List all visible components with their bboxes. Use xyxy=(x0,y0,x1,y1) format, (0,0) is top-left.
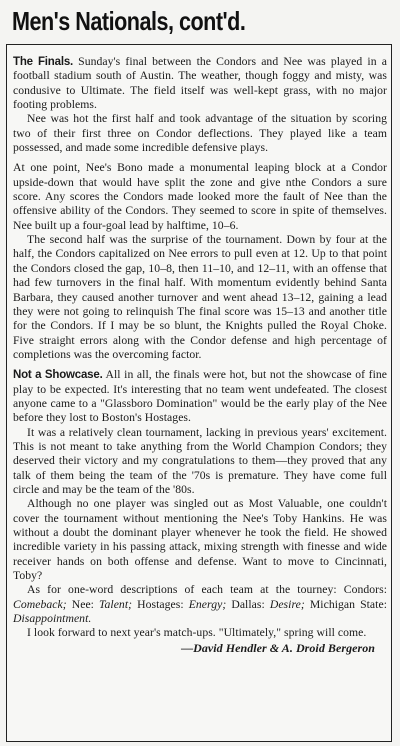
showcase-paragraph-2: It was a relatively clean tournament, lacking in previous years' excitement. This is not meant to take anything from the World Champion Condors; they deserved their victory and my congratulations to them—they proved that any talk of them being the team of the '70s is premature. They have come full circle and may be the team of the '80s. xyxy=(13,425,387,496)
section-heading-showcase: Not a Showcase. xyxy=(13,369,103,382)
headline: Men's Nationals, cont'd. xyxy=(12,6,246,36)
finals-paragraph-2: Nee was hot the first half and took advantage of the situation by scoring two of their first three on Condor deflections. They played like a team possessed, and made some incredible defensive plays. xyxy=(13,112,387,155)
byline: —David Hendler & A. Droid Bergeron xyxy=(181,640,375,655)
finals-paragraph-1: The Finals. Sunday's final between the Condors and Nee was played in a football stadium south of Austin. The weather, though foggy and misty, was condusive to Ultimate. The field itself was well-kept grass, with no major footing problems. xyxy=(13,55,387,112)
finals-paragraph-4: The second half was the surprise of the tournament. Down by four at the half, the Condors capitalized on Nee errors to pull even at 12. Up to that point the Condors closed the gap, 10–8, then 11–10, and 12–11, with an offense that had few turnovers in the final half. With momentum evidently behind Santa Barbara, they caused another turnover and went ahead 13–12, gaining a lead they were not going to relinquish The final score was 15–13 and another title for the Condors. If I may be so blunt, the Knights pulled the Royal Choke. Five straight errors along with the Condor defense and high percentage of completions was the overcoming factor. xyxy=(13,233,387,361)
finals-paragraph-3: At one point, Nee's Bono made a monumental leaping block at a Condor upside-down that would have split the zone and give nthe Condors a sure score. Any scores the Condors made looked more the fault of Nee than the offensive ability of the Condors. They seemed to score in spite of themselves. Nee built up a four-goal lead by halftime, 10–6. xyxy=(13,161,387,232)
section-heading-finals: The Finals. xyxy=(13,56,74,68)
showcase-paragraph-1: Not a Showcase. All in all, the finals were hot, but not the showcase of fine play to be expected. It's interesting that no team went undefeated. The closest anyone came to a "Glassboro Domination" would be the early play of the Nee before they lost to Boston's Hostages. xyxy=(13,368,388,425)
article-body xyxy=(13,55,387,655)
showcase-paragraph-3: Although no one player was singled out as Most Valuable, one couldn't cover the tournament without mentioning the Nee's Toby Hankins. He was without a doubt the dominant player whenever he took the field. He showed incredible variety in his passing attack, mixing strength with finesse and wide receiver hands on both offense and defense. Want to move to Cincinnati, Toby? xyxy=(13,497,387,583)
closing-paragraph: I look forward to next year's match-ups. "Ultimately," spring will come. xyxy=(27,626,367,640)
team-descriptions-paragraph: As for one-word descriptions of each team at the tourney: Condors: Comeback; Nee: Talent; Hostages: Energy; Dallas: Desire; Michigan State: Disappointment. xyxy=(13,583,387,626)
